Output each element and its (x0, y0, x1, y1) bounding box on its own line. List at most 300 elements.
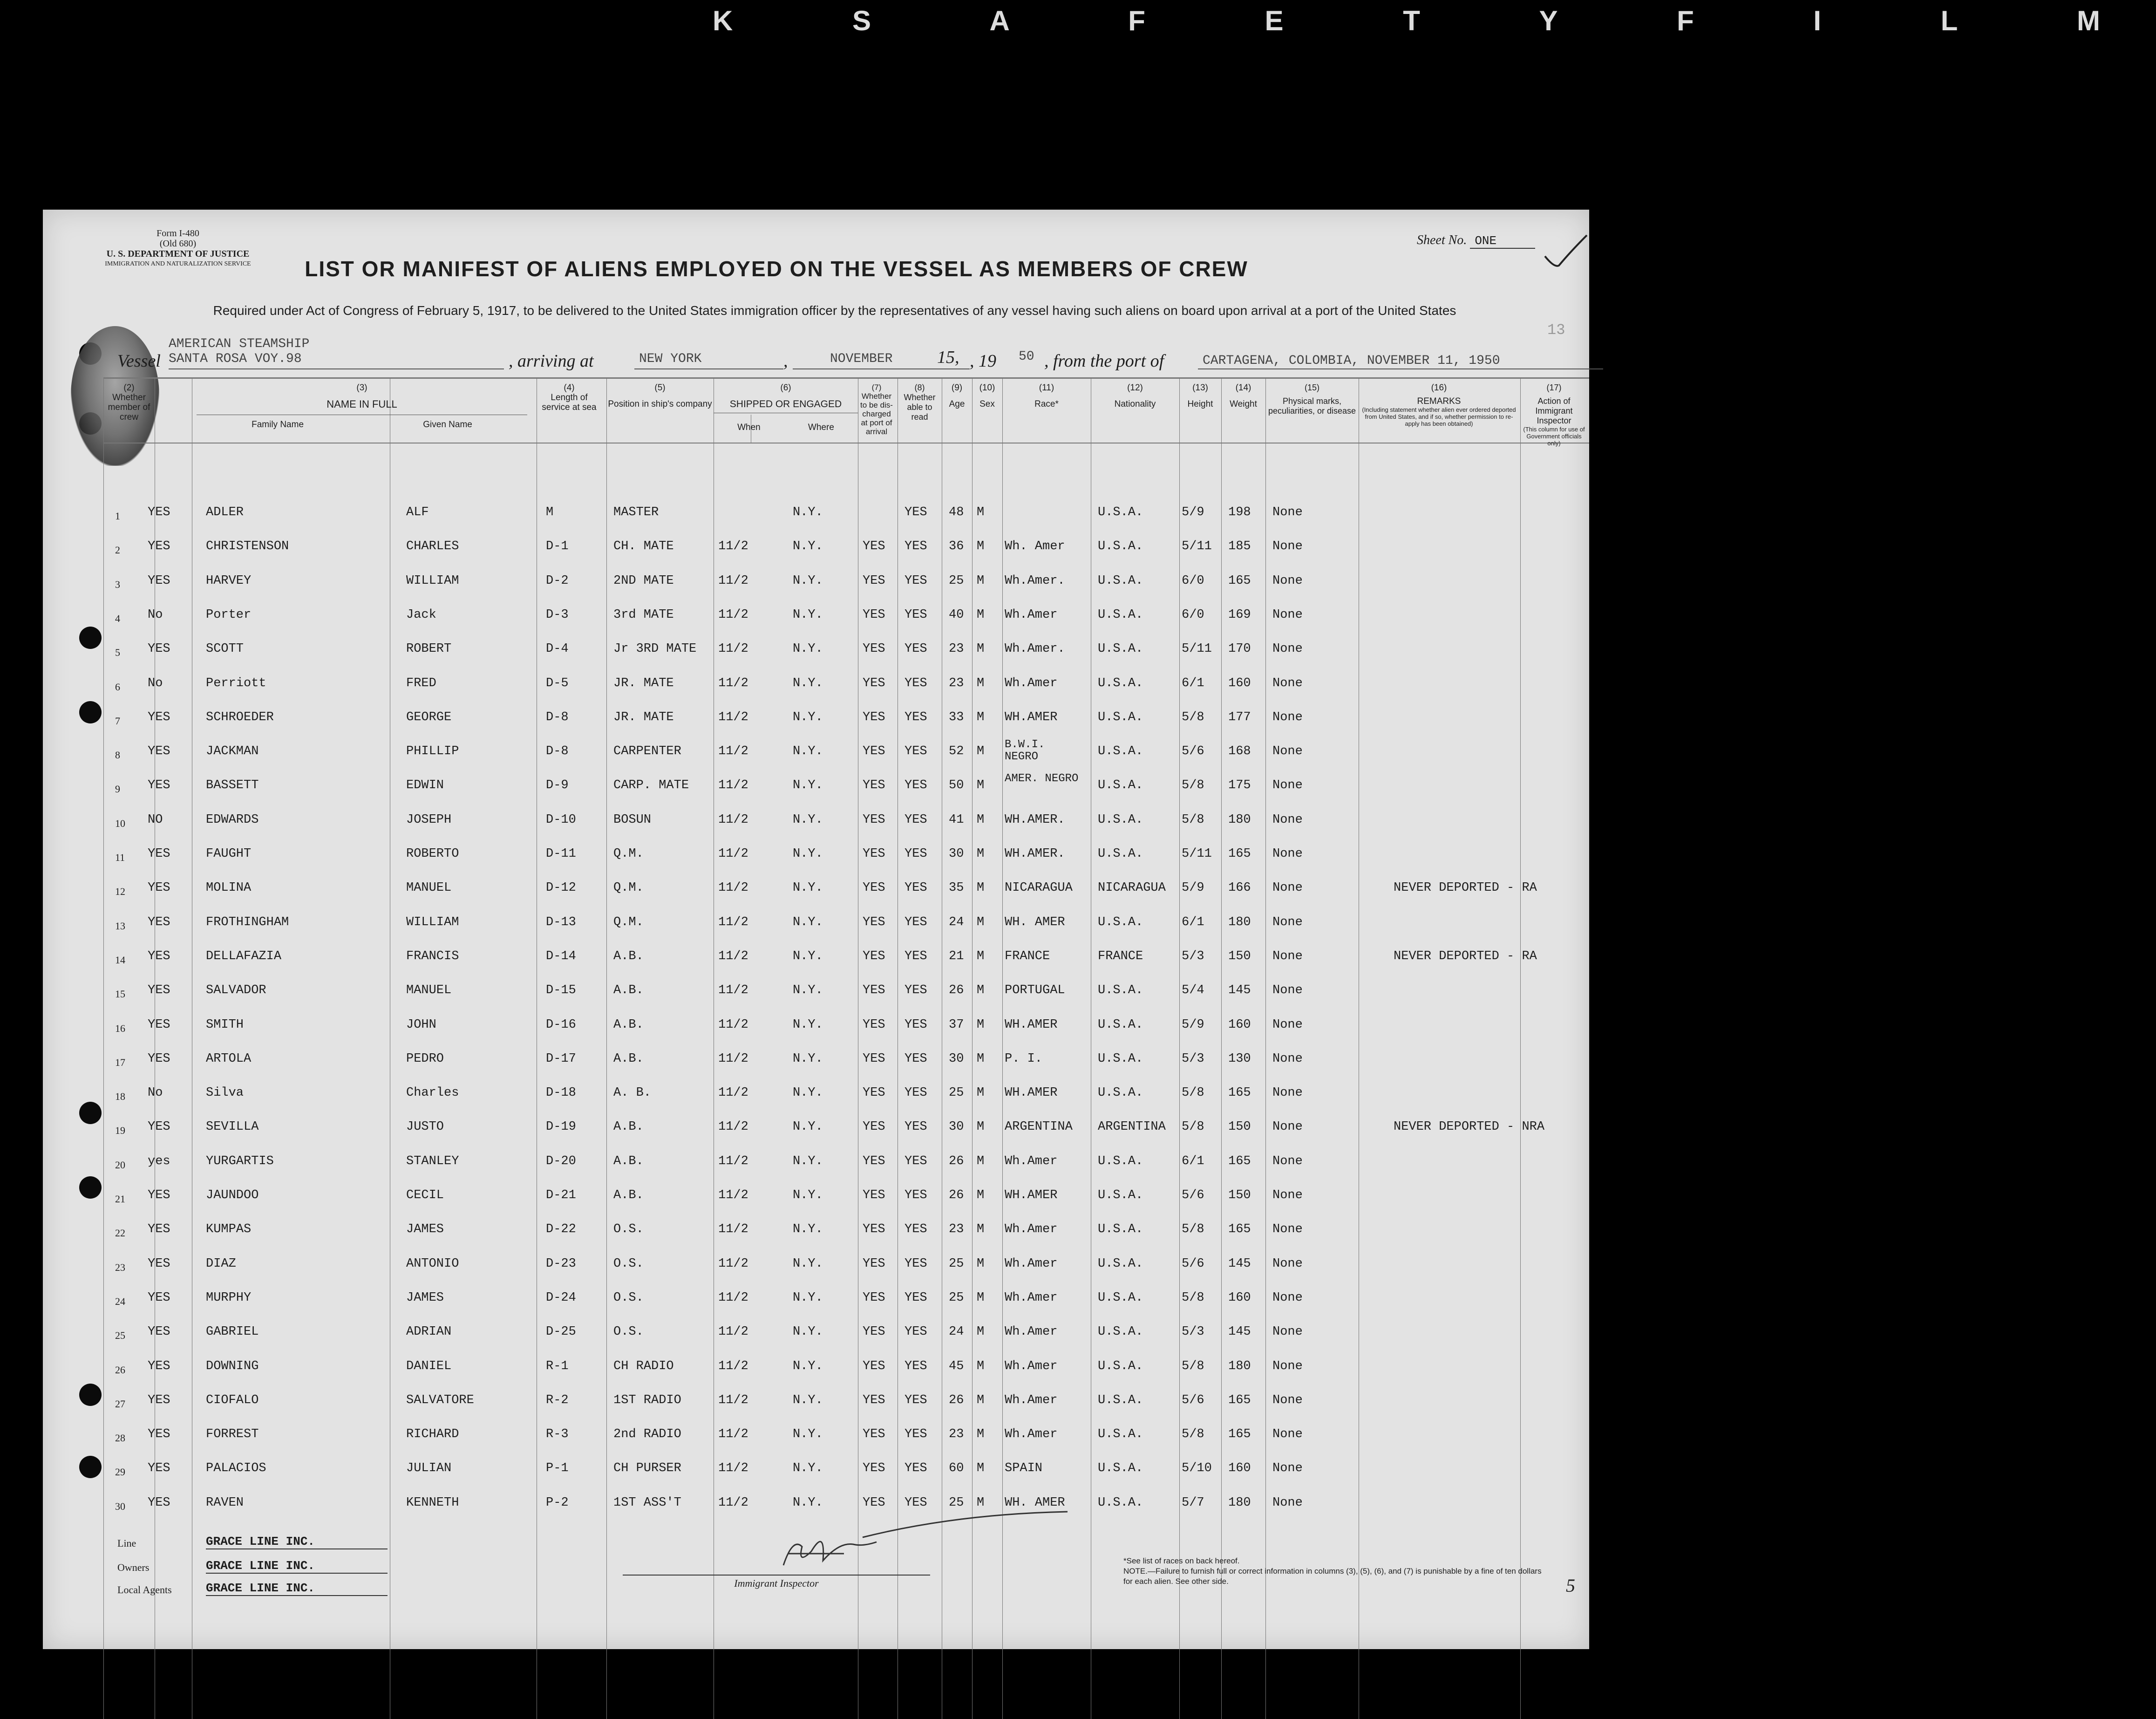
given-name-cell: SALVATORE (406, 1393, 474, 1407)
read-cell: YES (905, 778, 927, 793)
crew-member-cell: YES (148, 1495, 170, 1510)
table-row (43, 1461, 1589, 1480)
family-name-cell: HARVEY (206, 573, 252, 588)
shipped-where-cell: N.Y. (793, 1290, 823, 1305)
nationality-cell: U.S.A. (1098, 1290, 1143, 1305)
crew-member-cell: YES (148, 983, 170, 998)
discharge-cell: YES (863, 847, 885, 861)
sex-cell: M (977, 778, 985, 793)
sex-cell: M (977, 1017, 985, 1032)
sex-cell: M (977, 1154, 985, 1168)
weight-cell: 130 (1228, 1051, 1251, 1066)
read-cell: YES (905, 881, 927, 895)
read-cell: YES (905, 607, 927, 622)
service-cell: D-24 (546, 1290, 576, 1305)
position-cell: JR. MATE (613, 676, 674, 690)
family-name-cell: SCHROEDER (206, 710, 274, 724)
crew-member-cell: YES (148, 642, 170, 656)
crew-member-cell: yes (148, 1154, 170, 1168)
read-cell: YES (905, 1086, 927, 1100)
read-cell: YES (905, 539, 927, 554)
table-row (43, 1120, 1589, 1139)
service-cell: D-15 (546, 983, 576, 998)
discharge-cell: YES (863, 812, 885, 827)
sex-cell: M (977, 573, 985, 588)
marks-cell: None (1272, 1086, 1303, 1100)
given-name-cell: ROBERT (406, 642, 452, 656)
weight-cell: 165 (1228, 1427, 1251, 1442)
line-field (117, 1535, 315, 1549)
service-cell: D-8 (546, 744, 569, 759)
footer-notes (1123, 1556, 1543, 1587)
discharge-cell: YES (863, 710, 885, 724)
row-number: 9 (115, 783, 120, 795)
family-name-cell: DELLAFAZIA (206, 949, 282, 963)
shipped-where-cell: N.Y. (793, 607, 823, 622)
read-cell: YES (905, 573, 927, 588)
table-row (43, 1257, 1589, 1276)
nationality-cell: U.S.A. (1098, 607, 1143, 622)
discharge-cell: YES (863, 642, 885, 656)
shipped-when-cell: 11/2 (718, 1222, 748, 1237)
col-race-header: (11) Race* (1034, 383, 1059, 409)
family-name-cell: CIOFALO (206, 1393, 259, 1407)
weight-cell: 165 (1228, 1154, 1251, 1168)
age-cell: 25 (949, 573, 964, 588)
sex-cell: M (977, 949, 985, 963)
shipped-when-cell: 11/2 (718, 744, 748, 759)
shipped-when-cell: 11/2 (718, 847, 748, 861)
family-name-cell: SMITH (206, 1017, 244, 1032)
given-name-cell: WILLIAM (406, 915, 459, 929)
family-name-cell: Silva (206, 1086, 244, 1100)
age-cell: 45 (949, 1359, 964, 1373)
service-cell: D-25 (546, 1325, 576, 1339)
shipped-where-cell: N.Y. (793, 847, 823, 861)
owners-label: Owners (117, 1562, 150, 1573)
family-name-cell: DIAZ (206, 1256, 236, 1271)
read-cell: YES (905, 642, 927, 656)
shipped-when-cell: 11/2 (718, 710, 748, 724)
row-number: 12 (115, 886, 125, 898)
marks-cell: None (1272, 983, 1303, 998)
family-name-cell: GABRIEL (206, 1325, 259, 1339)
race-cell: WH.AMER. (1005, 847, 1065, 861)
height-cell: 6/0 (1182, 607, 1204, 622)
height-cell: 5/8 (1182, 812, 1204, 827)
table-row (43, 1291, 1589, 1310)
departure-port: CARTAGENA, COLOMBIA, NOVEMBER 11, 1950 (1203, 354, 1500, 368)
sex-cell: M (977, 1222, 985, 1237)
arriving-label: , arriving at (509, 351, 594, 371)
weight-cell: 160 (1228, 1017, 1251, 1032)
discharge-cell: YES (863, 1290, 885, 1305)
race-cell: Wh.Amer (1005, 1325, 1058, 1339)
sex-cell: M (977, 915, 985, 929)
race-cell: Wh.Amer (1005, 1427, 1058, 1442)
row-number: 16 (115, 1022, 125, 1034)
family-name-cell: SCOTT (206, 642, 244, 656)
family-name-cell: FROTHINGHAM (206, 915, 289, 929)
sex-cell: M (977, 1051, 985, 1066)
vessel-line1: AMERICAN STEAMSHIP (169, 337, 310, 351)
discharge-cell: YES (863, 1393, 885, 1407)
race-cell: Wh.Amer (1005, 1222, 1058, 1237)
discharge-cell: YES (863, 1222, 885, 1237)
position-cell: Q.M. (613, 881, 644, 895)
height-cell: 5/9 (1182, 505, 1204, 519)
nationality-cell: U.S.A. (1098, 710, 1143, 724)
height-cell: 5/8 (1182, 710, 1204, 724)
shipped-when-cell: 11/2 (718, 1427, 748, 1442)
crew-member-cell: YES (148, 1427, 170, 1442)
discharge-cell: YES (863, 778, 885, 793)
weight-cell: 150 (1228, 949, 1251, 963)
shipped-where-cell: N.Y. (793, 1154, 823, 1168)
discharge-cell: YES (863, 676, 885, 690)
family-name-cell: SALVADOR (206, 983, 266, 998)
weight-cell: 150 (1228, 1188, 1251, 1202)
race-cell: Wh.Amer (1005, 676, 1058, 690)
given-name-cell: DANIEL (406, 1359, 452, 1373)
given-name-cell: ROBERTO (406, 847, 459, 861)
given-name-cell: FRANCIS (406, 949, 459, 963)
family-name-cell: MURPHY (206, 1290, 252, 1305)
shipped-when-cell: 11/2 (718, 1495, 748, 1510)
row-number: 13 (115, 920, 125, 932)
shipped-when-cell: 11/2 (718, 1393, 748, 1407)
race-cell: Wh.Amer. (1005, 573, 1065, 588)
nationality-cell: U.S.A. (1098, 505, 1143, 519)
remarks-cell: NEVER DEPORTED - NRA (1394, 1120, 1545, 1134)
shipped-where-cell: N.Y. (793, 642, 823, 656)
sex-cell: M (977, 642, 985, 656)
marks-cell: None (1272, 676, 1303, 690)
height-cell: 5/8 (1182, 1290, 1204, 1305)
marks-cell: None (1272, 778, 1303, 793)
marks-cell: None (1272, 539, 1303, 554)
nationality-cell: U.S.A. (1098, 915, 1143, 929)
arrival-port: NEW YORK (639, 352, 702, 366)
discharge-cell: YES (863, 881, 885, 895)
height-cell: 5/11 (1182, 539, 1212, 554)
position-cell: O.S. (613, 1256, 644, 1271)
col-weight-header: (14) Weight (1230, 383, 1257, 409)
height-cell: 5/3 (1182, 1325, 1204, 1339)
from-port-label: , from the port of (1044, 351, 1164, 371)
age-cell: 50 (949, 778, 964, 793)
table-row (43, 642, 1589, 661)
age-cell: 30 (949, 1120, 964, 1134)
marks-cell: None (1272, 1222, 1303, 1237)
family-name-cell: FORREST (206, 1427, 259, 1442)
position-cell: Q.M. (613, 915, 644, 929)
shipped-when-cell: 11/2 (718, 1086, 748, 1100)
row-number: 18 (115, 1091, 125, 1103)
weight-cell: 160 (1228, 676, 1251, 690)
nationality-cell: U.S.A. (1098, 1495, 1143, 1510)
discharge-cell: YES (863, 1359, 885, 1373)
given-name-cell: ALF (406, 505, 429, 519)
given-name-cell: JAMES (406, 1290, 444, 1305)
marks-cell: None (1272, 1393, 1303, 1407)
position-cell: CH PURSER (613, 1461, 681, 1476)
shipped-where-cell: N.Y. (793, 949, 823, 963)
height-cell: 6/1 (1182, 1154, 1204, 1168)
table-row (43, 1222, 1589, 1241)
service-cell: D-13 (546, 915, 576, 929)
nationality-cell: U.S.A. (1098, 1222, 1143, 1237)
arrival-day: 15, (937, 348, 959, 367)
family-name-cell: MOLINA (206, 881, 252, 895)
year-prefix: , 19 (970, 351, 996, 371)
service-cell: D-12 (546, 881, 576, 895)
marks-cell: None (1272, 812, 1303, 827)
weight-cell: 166 (1228, 881, 1251, 895)
family-name-cell: ADLER (206, 505, 244, 519)
shipped-where-cell: N.Y. (793, 1359, 823, 1373)
discharge-cell: YES (863, 1120, 885, 1134)
height-cell: 5/3 (1182, 1051, 1204, 1066)
age-cell: 23 (949, 676, 964, 690)
service-cell: D-9 (546, 778, 569, 793)
marks-cell: None (1272, 949, 1303, 963)
height-cell: 5/8 (1182, 1222, 1204, 1237)
table-row (43, 983, 1589, 1002)
table-row (43, 1393, 1589, 1412)
row-number: 7 (115, 715, 120, 727)
agents-field (117, 1581, 315, 1596)
height-cell: 5/6 (1182, 744, 1204, 759)
race-cell: PORTUGAL (1005, 983, 1065, 998)
shipped-where-cell: N.Y. (793, 1051, 823, 1066)
family-name-cell: CHRISTENSON (206, 539, 289, 554)
service-cell: D-20 (546, 1154, 576, 1168)
weight-cell: 145 (1228, 983, 1251, 998)
shipped-where-cell: N.Y. (793, 1256, 823, 1271)
position-cell: CH. MATE (613, 539, 674, 554)
position-cell: A. B. (613, 1086, 652, 1100)
age-cell: 25 (949, 1290, 964, 1305)
table-row (43, 949, 1589, 968)
shipped-where-cell: N.Y. (793, 881, 823, 895)
position-cell: A.B. (613, 1188, 644, 1202)
family-name-cell: RAVEN (206, 1495, 244, 1510)
age-cell: 52 (949, 744, 964, 759)
inspector-signature-image (723, 1509, 1077, 1575)
row-number: 1 (115, 510, 120, 522)
given-name-cell: EDWIN (406, 778, 444, 793)
sex-cell: M (977, 1188, 985, 1202)
family-name-cell: Perriott (206, 676, 266, 690)
read-cell: YES (905, 847, 927, 861)
row-number: 21 (115, 1193, 125, 1205)
height-cell: 5/8 (1182, 778, 1204, 793)
row-number: 28 (115, 1432, 125, 1444)
nationality-cell: NICARAGUA (1098, 881, 1166, 895)
row-number: 29 (115, 1466, 125, 1478)
service-cell: D-23 (546, 1256, 576, 1271)
sex-cell: M (977, 1290, 985, 1305)
shipped-where-cell: N.Y. (793, 983, 823, 998)
height-cell: 6/1 (1182, 915, 1204, 929)
weight-cell: 165 (1228, 1086, 1251, 1100)
marks-cell: None (1272, 1154, 1303, 1168)
read-cell: YES (905, 1120, 927, 1134)
read-cell: YES (905, 812, 927, 827)
remarks-cell: NEVER DEPORTED - RA (1394, 949, 1537, 963)
nationality-cell: U.S.A. (1098, 778, 1143, 793)
shipped-when-cell: 11/2 (718, 949, 748, 963)
shipped-where-cell: N.Y. (793, 1188, 823, 1202)
read-cell: YES (905, 676, 927, 690)
shipped-where-cell: N.Y. (793, 1427, 823, 1442)
given-name-cell: JOHN (406, 1017, 436, 1032)
marks-cell: None (1272, 1461, 1303, 1476)
nationality-cell: U.S.A. (1098, 1359, 1143, 1373)
age-cell: 36 (949, 539, 964, 554)
nationality-cell: U.S.A. (1098, 1086, 1143, 1100)
discharge-cell: YES (863, 744, 885, 759)
position-cell: 1ST RADIO (613, 1393, 681, 1407)
discharge-cell: YES (863, 1086, 885, 1100)
service-cell: D-22 (546, 1222, 576, 1237)
sex-cell: M (977, 607, 985, 622)
position-cell: A.B. (613, 1017, 644, 1032)
given-name-cell: KENNETH (406, 1495, 459, 1510)
age-cell: 23 (949, 1222, 964, 1237)
shipped-when-cell: 11/2 (718, 983, 748, 998)
age-cell: 30 (949, 1051, 964, 1066)
row-number: 19 (115, 1125, 125, 1137)
discharge-cell: YES (863, 1154, 885, 1168)
weight-cell: 145 (1228, 1325, 1251, 1339)
read-cell: YES (905, 1359, 927, 1373)
crew-member-cell: YES (148, 744, 170, 759)
shipped-where-cell: N.Y. (793, 505, 823, 519)
crew-member-cell: YES (148, 1461, 170, 1476)
row-number: 22 (115, 1227, 125, 1239)
race-cell: WH.AMER (1005, 1086, 1058, 1100)
sex-cell: M (977, 1393, 985, 1407)
service-cell: D-18 (546, 1086, 576, 1100)
vessel-line: Vessel AMERICAN STEAMSHIP SANTA ROSA VOY.98 , arriving at NEW YORK , NOVEMBER 15, , 19 50 , from the port of CARTAGENA, COLOMBIA, NOVEMBER 11, 1950 (117, 338, 1598, 370)
corner-mark: 5 (1566, 1575, 1575, 1596)
crew-member-cell: YES (148, 1393, 170, 1407)
row-number: 23 (115, 1261, 125, 1273)
shipped-when-cell: 11/2 (718, 1325, 748, 1339)
sex-cell: M (977, 812, 985, 827)
owners-field (117, 1559, 315, 1574)
table-row (43, 1427, 1589, 1446)
age-cell: 26 (949, 1154, 964, 1168)
marks-cell: None (1272, 1359, 1303, 1373)
race-cell: WH. AMER (1005, 1495, 1065, 1510)
race-cell: Wh. Amer (1005, 539, 1065, 554)
service-cell: D-3 (546, 607, 569, 622)
weight-cell: 175 (1228, 778, 1251, 793)
service-cell: D-21 (546, 1188, 576, 1202)
shipped-when-cell: 11/2 (718, 1188, 748, 1202)
row-number: 20 (115, 1159, 125, 1171)
position-cell: A.B. (613, 1051, 644, 1066)
height-cell: 5/3 (1182, 949, 1204, 963)
given-name-cell: JAMES (406, 1222, 444, 1237)
crew-member-cell: YES (148, 1359, 170, 1373)
service-cell: D-16 (546, 1017, 576, 1032)
shipped-where-cell: N.Y. (793, 778, 823, 793)
service-cell: D-10 (546, 812, 576, 827)
family-name-cell: JAUNDOO (206, 1188, 259, 1202)
weight-cell: 168 (1228, 744, 1251, 759)
race-cell: SPAIN (1005, 1461, 1043, 1476)
service-cell: P-2 (546, 1495, 569, 1510)
col-read-header: (8) Whether able to read (904, 383, 936, 422)
race-cell: WH. AMER (1005, 915, 1065, 929)
height-cell: 6/1 (1182, 676, 1204, 690)
race-cell: WH.AMER (1005, 1017, 1058, 1032)
age-cell: 26 (949, 1188, 964, 1202)
family-name-cell: Porter (206, 607, 252, 622)
shipped-when-cell: 11/2 (718, 607, 748, 622)
table-row (43, 738, 1589, 764)
sex-cell: M (977, 1086, 985, 1100)
service-cell: R-1 (546, 1359, 569, 1373)
service-cell: D-11 (546, 847, 576, 861)
marks-cell: None (1272, 710, 1303, 724)
shipped-when-cell: 11/2 (718, 539, 748, 554)
marks-cell: None (1272, 505, 1303, 519)
department-name: U. S. DEPARTMENT OF JUSTICE (106, 249, 250, 259)
table-row (43, 1154, 1589, 1173)
row-number: 15 (115, 988, 125, 1000)
race-cell: WH.AMER (1005, 1188, 1058, 1202)
shipped-where-cell: N.Y. (793, 915, 823, 929)
given-name-cell: JUSTO (406, 1120, 444, 1134)
vessel-label: Vessel (117, 351, 161, 371)
discharge-cell: YES (863, 1461, 885, 1476)
age-cell: 37 (949, 1017, 964, 1032)
weight-cell: 180 (1228, 1495, 1251, 1510)
remarks-cell: NEVER DEPORTED - RA (1394, 881, 1537, 895)
height-cell: 5/8 (1182, 1427, 1204, 1442)
age-cell: 24 (949, 915, 964, 929)
crew-member-cell: YES (148, 1325, 170, 1339)
marks-cell: None (1272, 642, 1303, 656)
shipped-where-cell: N.Y. (793, 1393, 823, 1407)
position-cell: O.S. (613, 1290, 644, 1305)
nationality-cell: FRANCE (1098, 949, 1143, 963)
shipped-where-cell: N.Y. (793, 1222, 823, 1237)
race-cell: Wh.Amer (1005, 1393, 1058, 1407)
discharge-cell: YES (863, 983, 885, 998)
table-row (43, 1188, 1589, 1207)
position-cell: A.B. (613, 1120, 644, 1134)
read-cell: YES (905, 1290, 927, 1305)
shipped-when-cell: 11/2 (718, 1359, 748, 1373)
table-row (43, 772, 1589, 797)
crew-member-cell: YES (148, 847, 170, 861)
weight-cell: 180 (1228, 1359, 1251, 1373)
age-cell: 26 (949, 983, 964, 998)
arrival-month: NOVEMBER (830, 352, 893, 366)
race-cell: Wh.Amer (1005, 1359, 1058, 1373)
film-edge-marking: K S A F E T Y F I L M (713, 5, 2156, 36)
row-number: 3 (115, 578, 120, 590)
table-row (43, 1086, 1589, 1105)
crew-member-cell: No (148, 607, 163, 622)
race-cell: NICARAGUA (1005, 881, 1073, 895)
